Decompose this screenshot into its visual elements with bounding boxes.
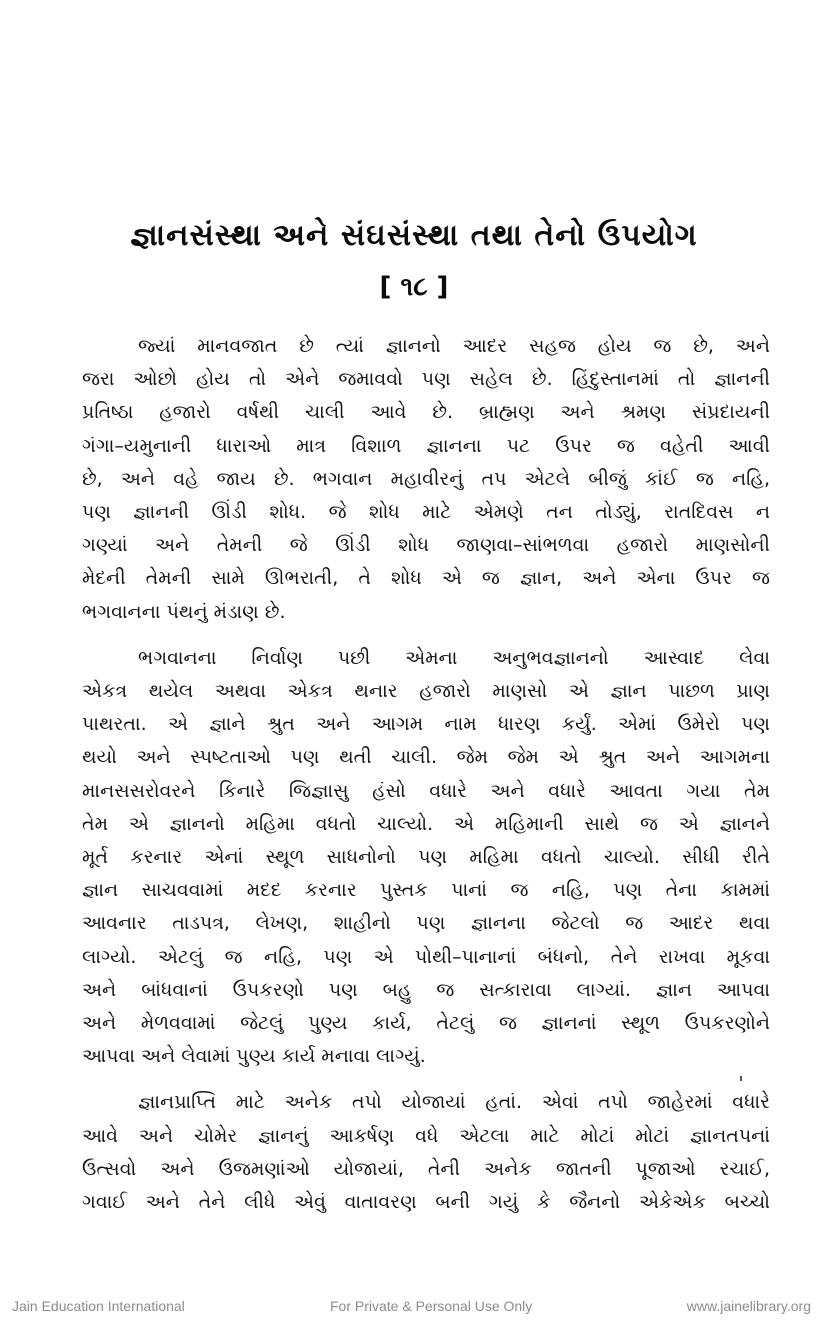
scan-speck <box>740 1076 742 1081</box>
text-line: મેદની તેમની સામે ઊભરાતી, તે શોધ એ જ જ્ઞાન, અને એના ઉપર જ <box>82 567 770 590</box>
text-line: જ્ઞાન સાચવવામાં મદદ કરનાર પુસ્તક પાનાં જ નહિ, પણ તેના કામમાં <box>82 879 770 902</box>
footer-usage-notice: For Private & Personal Use Only <box>330 1298 533 1314</box>
text-line: ભગવાનના પંથનું મંડાણ છે. <box>82 600 286 623</box>
text-line: તેમ એ જ્ઞાનનો મહિમા વધતો ચાલ્યો. એ મહિમાની સાથે જ એ જ્ઞાનને <box>82 812 770 835</box>
text-line: થયો અને સ્પષ્ટતાઓ પણ થતી ચાલી. જેમ જેમ એ શ્રુત અને આગમના <box>82 746 770 769</box>
text-line: એકત્ર થયેલ અથવા એકત્ર થનાર હજારો માણસો એ જ્ઞાન પાછળ પ્રાણ <box>82 680 770 703</box>
text-line: ઉત્સવો અને ઉજમણાંઓ યોજાયાં, તેની અનેક જાતની પૂજાઓ રચાઈ, <box>82 1157 770 1180</box>
body-text <box>82 330 770 1219</box>
text-line: જ્યાં માનવજાત છે ત્યાં જ્ઞાનનો આદર સહજ હોય જ છે, અને <box>138 335 770 357</box>
chapter-number: [ ૧૮ ] <box>379 272 449 302</box>
text-line: ગણ્યાં અને તેમની જે ઊંડી શોધ જાણવા–સાંભળવા હજારો માણસોની <box>82 534 770 557</box>
text-line: ભગવાનના નિર્વાણ પછી એમના અનુભવજ્ઞાનનો આસ્વાદ લેવા <box>138 646 770 669</box>
text-line: જ્ઞાનપ્રાપ્તિ માટે અનેક તપો યોજાયાં હતાં. એવાં તપો જાહેરમાં વધારે <box>138 1091 770 1114</box>
text-line: જરા ઓછો હોય તો એને જમાવવો પણ સહેલ છે. હિંદુસ્તાનમાં તો જ્ઞાનની <box>82 368 770 391</box>
text-line: આપવા અને લેવામાં પુણ્ય કાર્ય મનાવા લાગ્યું. <box>82 1045 426 1068</box>
paragraph-2 <box>82 642 770 1074</box>
text-line: આવે અને ચોમેર જ્ઞાનનું આકર્ષણ વધે એટલા માટે મોટાં મોટાં જ્ઞાનતપનાં <box>82 1124 770 1147</box>
text-line: માનસસરોવરને કિનારે જિજ્ઞાસુ હંસો વધારે અને વધારે આવતા ગયા તેમ <box>82 779 770 802</box>
paragraph-3 <box>82 1086 770 1219</box>
footer <box>0 1298 828 1318</box>
text-line: ગંગા–યમુનાની ધારાઓ માત્ર વિશાળ જ્ઞાનના પટ ઉપર જ વહેતી આવી <box>82 434 770 457</box>
text-line: ગવાઈ અને તેને લીધે એવું વાતાવરણ બની ગયું કે જૈનનો એકેએક બચ્ચો <box>82 1191 770 1214</box>
paragraph-1 <box>82 330 770 629</box>
text-line: અને મેળવવામાં જેટલું પુણ્ય કાર્ય, તેટલું જ જ્ઞાનનાં સ્થૂળ ઉપકરણોને <box>82 1012 770 1035</box>
text-line: પણ જ્ઞાનની ઊંડી શોધ. જે શોધ માટે એમણે તન તોડ્યું, રાતદિવસ ન <box>82 501 770 524</box>
text-line: આવનાર તાડપત્ર, લેખણ, શાહીનો પણ જ્ઞાનના જેટલો જ આદર થવા <box>82 912 770 935</box>
footer-website-link[interactable]: www.jainelibrary.org <box>686 1298 811 1314</box>
text-line: અને બાંધવાનાં ઉપકરણો પણ બહુ જ સત્કારાવા લાગ્યાં. જ્ઞાન આપવા <box>82 978 770 1001</box>
text-line: મૂર્ત કરનાર એનાં સ્થૂળ સાધનોનો પણ મહિમા વધતો ચાલ્યો. સીધી રીતે <box>82 846 770 869</box>
text-line: લાગ્યો. એટલું જ નહિ, પણ એ પોથી–પાનાનાં બંધનો, તેને રાખવા મૂકવા <box>82 945 770 968</box>
text-line: પ્રતિષ્ઠા હજારો વર્ષથી ચાલી આવે છે. બ્રાહ્મણ અને શ્રમણ સંપ્રદાયની <box>82 401 770 424</box>
text-line: પાથરતા. એ જ્ઞાને શ્રુત અને આગમ નામ ધારણ કર્યું. એમાં ઉમેરો પણ <box>82 713 770 736</box>
text-line: છે, અને વહે જાય છે. ભગવાન મહાવીરનું તપ એટલે બીજું કાંઈ જ નહિ, <box>82 467 770 490</box>
page-title: જ્ઞાનસંસ્થા અને સંઘસંસ્થા તથા તેનો ઉપયોગ <box>130 218 698 253</box>
footer-publisher: Jain Education International <box>12 1298 185 1314</box>
